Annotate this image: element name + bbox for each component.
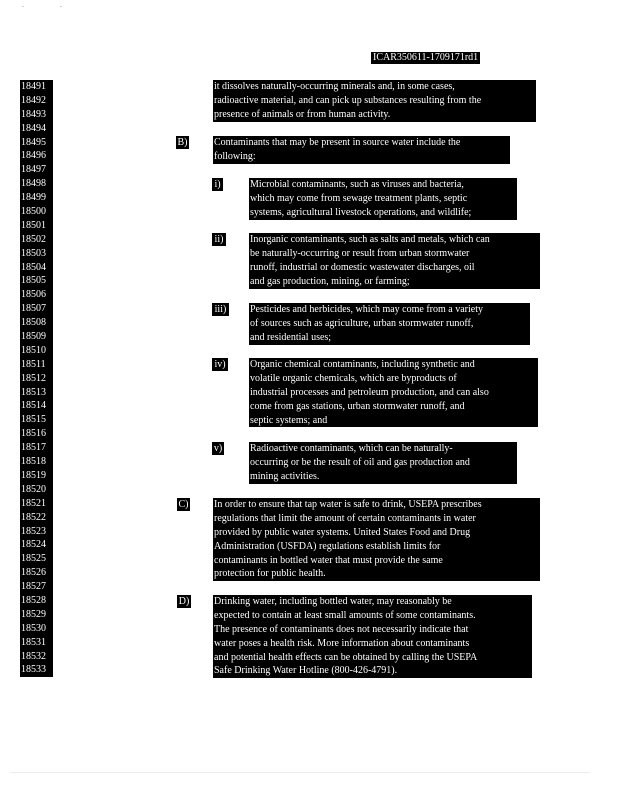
line-number: 18517 [21,442,46,454]
scan-speck [22,6,24,7]
text-line: Pesticides and herbicides, which may come from a variety [250,304,483,315]
text-line: and gas production, mining, or farming; [250,275,410,287]
line-number: 18501 [21,219,46,231]
line-number: 18528 [21,594,46,606]
text-line: systems, agricultural livestock operations, and wildlife; [250,206,472,218]
marker-c: C) [178,499,189,510]
line-number: 18502 [21,233,46,245]
line-number: 18530 [21,622,46,634]
line-number: 18504 [21,261,46,273]
line-number: 18516 [21,428,46,440]
text-line: volatile organic chemicals, which are byproducts of [250,372,457,384]
text-line: The presence of contaminants does not necessarily indicate that [214,623,469,635]
line-number: 18493 [21,108,46,120]
line-number: 18492 [21,94,46,106]
text-line: Drinking water, including bottled water, may reasonably be [214,596,452,607]
text-line: protection for public health. [214,568,326,580]
text-line: In order to ensure that tap water is safe to drink, USEPA prescribes [214,499,482,510]
text-line: of sources such as agriculture, urban stormwater runoff, [250,317,474,329]
marker-b: B) [177,137,188,148]
line-number: 18526 [21,567,46,579]
paragraph-b-iv [249,358,538,427]
marker-b-i: i) [212,178,223,191]
text-line: and potential health effects can be obtained by calling the USEPA [214,651,478,663]
line-number: 18515 [21,414,46,426]
text-line: be naturally-occurring or result from urban stormwater [250,247,470,259]
paragraph-intro [213,80,536,122]
paragraph-b [213,136,510,164]
text-line: Radioactive contaminants, which can be naturally- [250,443,453,454]
marker-b-v: v) [213,443,223,454]
text-line: Safe Drinking Water Hotline (800-426-4791). [214,665,398,677]
document-id: ICAR350611-1709171rd1 [373,52,479,63]
line-number: 18532 [21,650,46,662]
marker-b-iv: iv) [212,358,228,371]
line-number: 18495 [21,136,46,148]
line-number: 18518 [21,456,46,468]
text-line: come from gas stations, urban stormwater runoff, and [250,400,465,412]
line-number: 18533 [21,664,46,676]
text-line: regulations that limit the amount of certain contaminants in water [214,512,476,524]
text-line: radioactive material, and can pick up substances resulting from the [214,94,482,106]
line-number: 18519 [21,469,46,481]
paragraph-b-v [249,442,517,484]
text-line: occurring or be the result of oil and gas production and [250,456,470,468]
text-line: expected to contain at least small amounts of some contaminants. [214,609,476,621]
line-number: 18510 [21,344,46,356]
line-number: 18499 [21,192,46,204]
line-number: 18513 [21,386,46,398]
line-number: 18508 [21,317,46,329]
line-number: 18527 [21,581,46,593]
line-number: 18491 [21,81,46,92]
text-line: which may come from sewage treatment plants, septic [250,192,468,204]
marker-b-iii: iii) [212,303,229,316]
text-line: and residential uses; [250,331,332,343]
line-number: 18514 [21,400,46,412]
text-line: contaminants in bottled water that must provide the same [214,554,443,566]
line-number: 18521 [21,497,46,509]
line-number: 18531 [21,636,46,648]
line-number: 18511 [21,358,46,370]
line-number: 18503 [21,247,46,259]
line-number: 18498 [21,178,46,190]
text-line: Inorganic contaminants, such as salts and metals, which can [250,234,490,245]
text-line: runoff, industrial or domestic wastewater discharges, oil [250,261,475,273]
paragraph-b-ii [249,233,540,289]
text-line: Organic chemical contaminants, including synthetic and [250,359,475,370]
line-number: 18507 [21,303,46,315]
text-line: following: [214,150,256,162]
text-line: Administration (USFDA) regulations establish limits for [214,540,441,552]
text-line: provided by public water systems. United States Food and Drug [214,526,471,538]
line-number: 18505 [21,275,46,287]
scan-speck [60,6,62,7]
text-line: industrial processes and petroleum production, and can also [250,386,489,398]
text-line: presence of animals or from human activity. [214,108,391,120]
text-line: water poses a health risk. More information about contaminants [214,637,470,649]
text-line: it dissolves naturally-occurring minerals and, in some cases, [214,81,455,92]
paragraph-c [213,498,540,581]
line-number: 18520 [21,483,46,495]
line-number: 18509 [21,331,46,343]
line-number: 18525 [21,553,46,565]
line-number: 18524 [21,539,46,551]
paragraph-b-iii [249,303,530,345]
marker-d: D) [178,596,190,607]
marker-b-ii: ii) [212,233,226,246]
line-number: 18529 [21,608,46,620]
text-line: septic systems; and [250,414,328,426]
line-number: 18512 [21,372,46,384]
page-footer-rule [10,772,590,773]
line-number: 18523 [21,525,46,537]
text-line: Microbial contaminants, such as viruses and bacteria, [250,179,464,190]
line-number: 18497 [21,164,46,176]
paragraph-b-i [249,178,517,220]
line-number: 18496 [21,150,46,162]
line-number-column [20,80,53,677]
line-number: 18494 [21,122,46,134]
line-number: 18506 [21,289,46,301]
line-number: 18522 [21,511,46,523]
text-line: mining activities. [250,470,320,482]
line-number: 18500 [21,206,46,218]
text-line: Contaminants that may be present in source water include the [214,137,461,148]
paragraph-d [213,595,532,678]
